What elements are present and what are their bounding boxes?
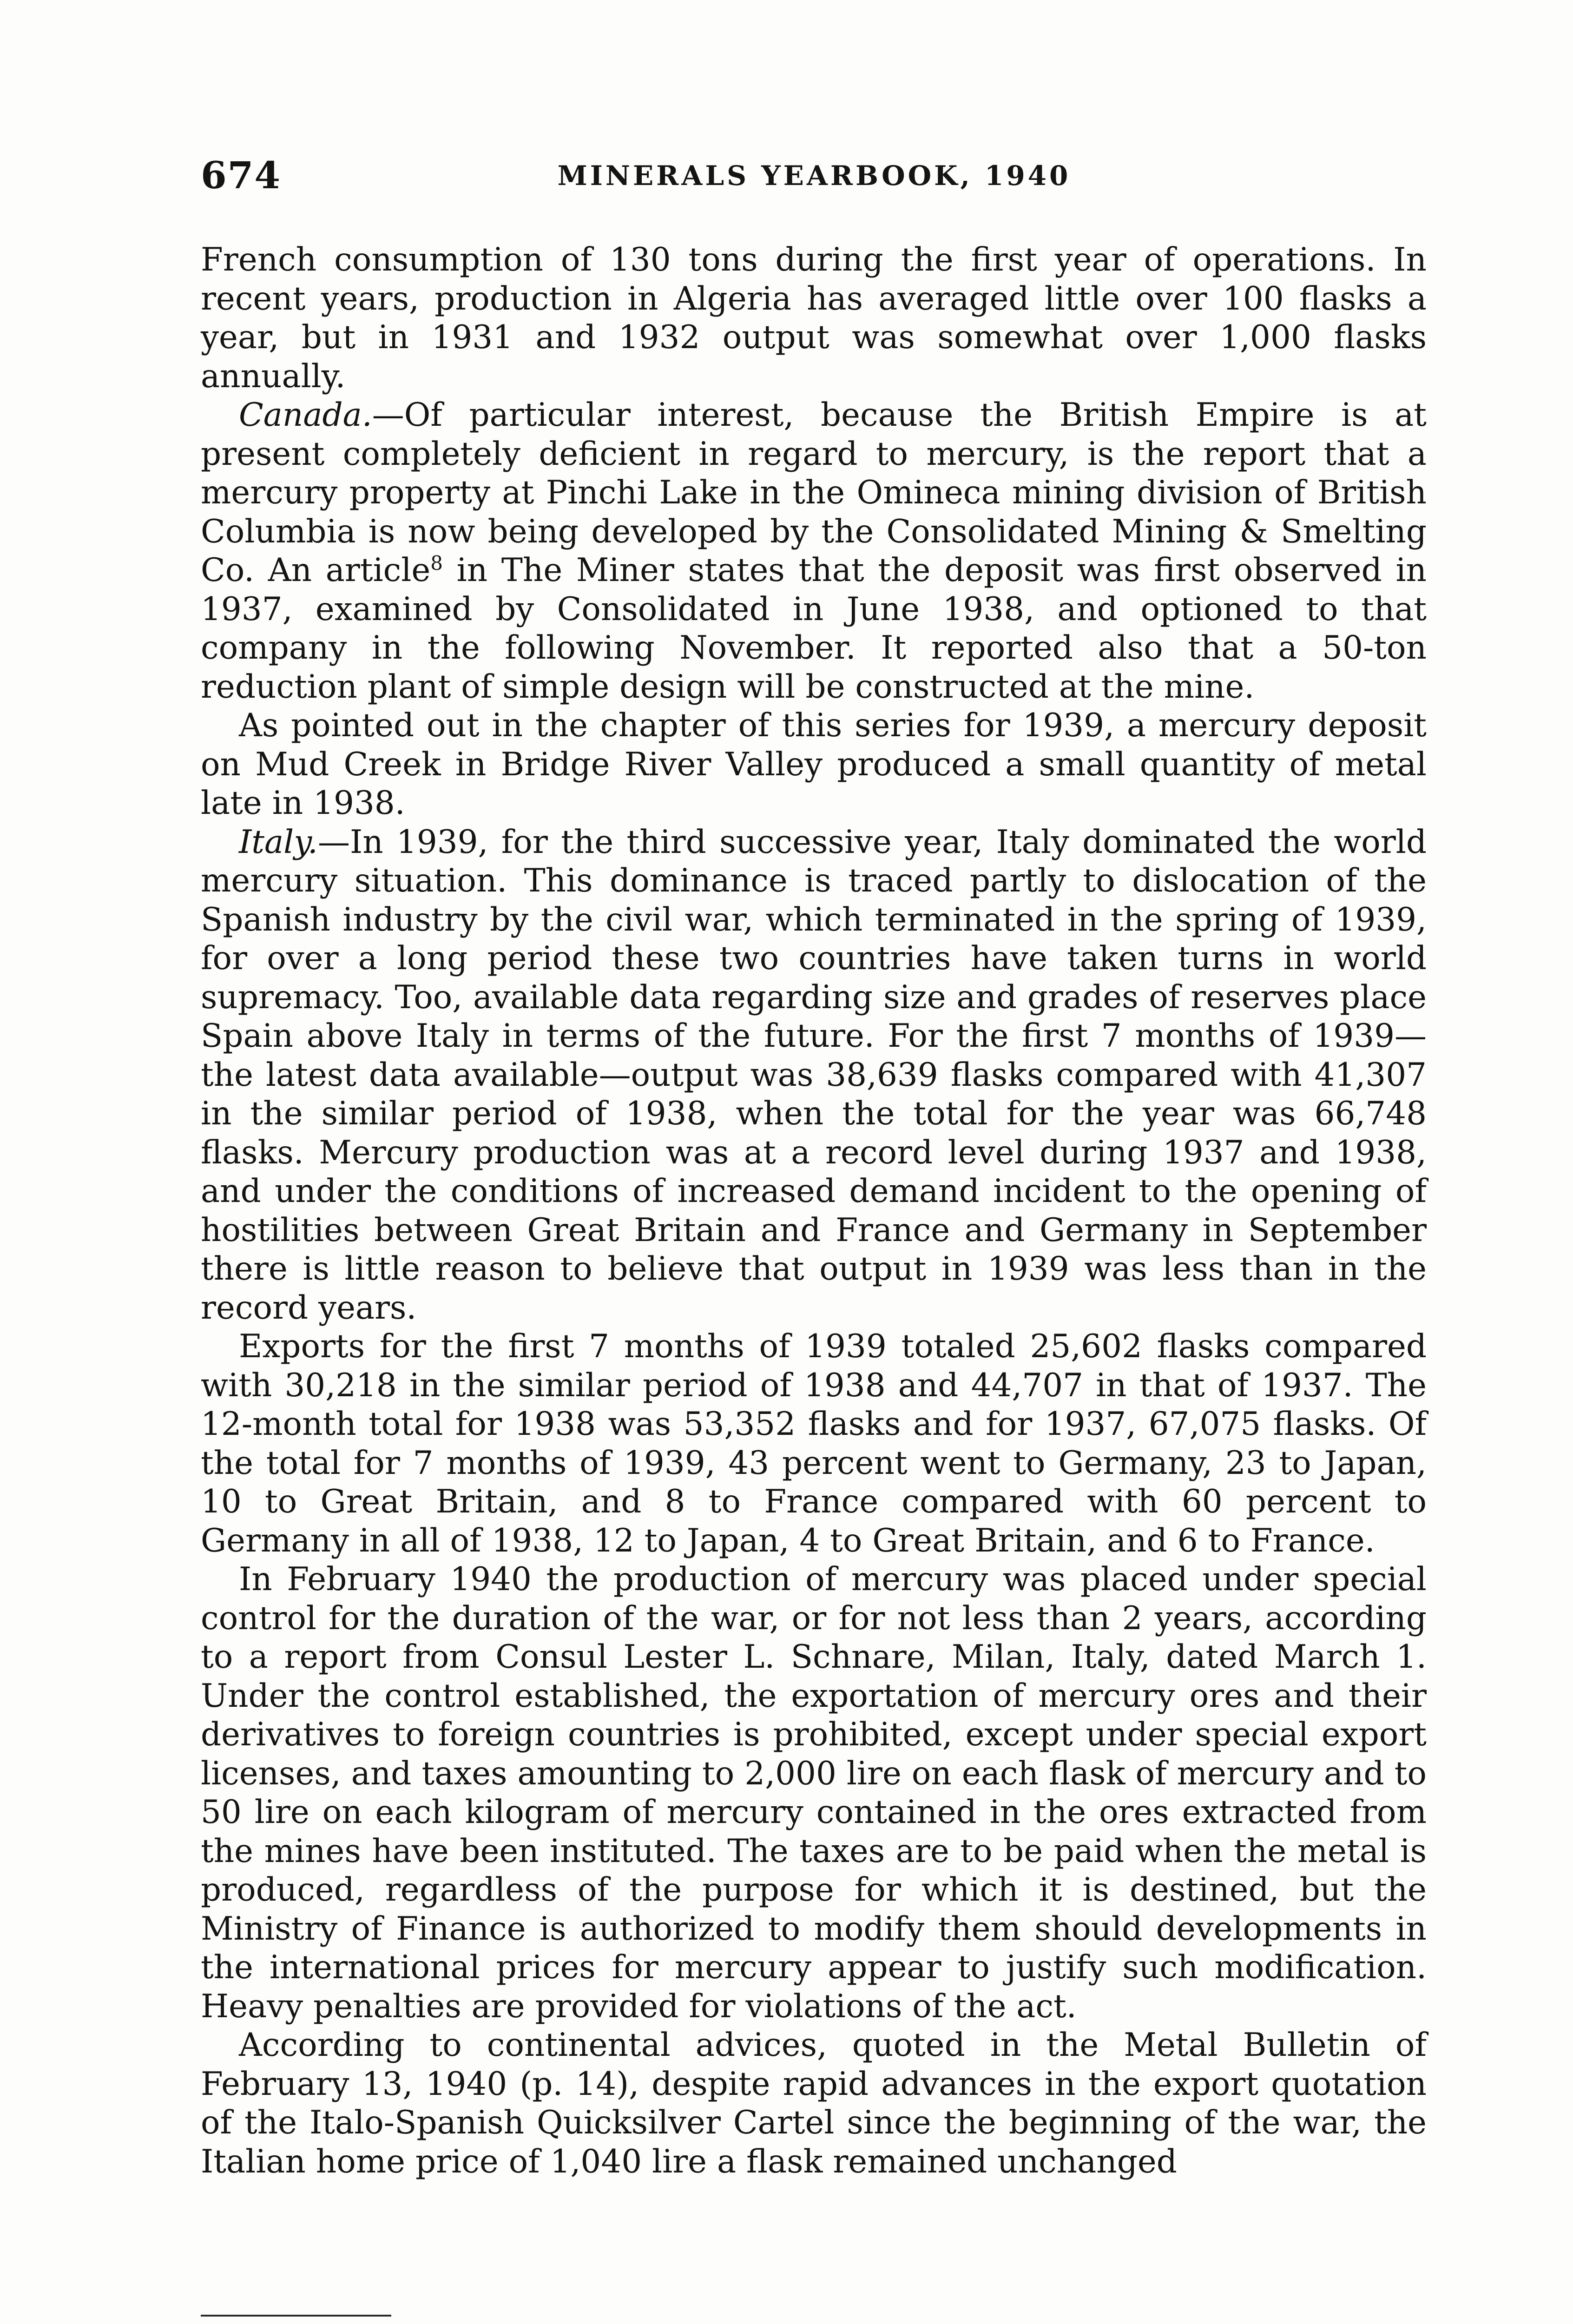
body-text — [201, 241, 1427, 2181]
paragraph-home-price: According to continental advices, quoted in the Metal Bulletin of February 13, 1940 (p. 14), despite rapid advances in the export quotation of the Italo-Spanish Quicksilver Cartel since the beginning of the war, the Italian home price of 1,040 lire a flask remained unchanged — [201, 2027, 1427, 2180]
section-heading-canada: Canada. — [239, 396, 372, 434]
paragraph-canada — [201, 396, 1427, 706]
running-head: MINERALS YEARBOOK, 1940 — [557, 160, 1071, 191]
paragraph-algeria-continuation: French consumption of 130 tons during the first year of operations. In recent years, production in Algeria has averaged little over 100 flasks a year, but in 1931 and 1932 output was somewhat over 1,000 flasks annually. — [201, 241, 1427, 395]
page-header — [201, 153, 1428, 209]
paragraph-special-control: In February 1940 the production of mercury was placed under special control for the duration of the war, or for not less than 2 years, according to a report from Consul Lester L. Schnare, Milan, Italy, dated March 1. Under the control established, the exportation of mercury ores and their derivatives to foreign countries is prohibited, except under special export licenses, and taxes amounting to 2,000 lire on each flask of mercury and to 50 lire on each kilogram of mercury contained in the ores extracted from the mines have been instituted. The taxes are to be paid when the metal is produced, regardless of the purpose for which it is destined, but the Ministry of Finance is authorized to modify them should developments in the international prices for mercury appear to justify such modification. Heavy penalties are provided for violations of the act. — [201, 1561, 1427, 2025]
canada-text-part-1: —Of particular interest, because the British Empire is at present completely deficient in regard to mercury, is the report that a mercury property at Pinchi Lake in the Omineca mining division of British Columbia is now being developed by the Consolidated Mining & Smelting Co. An article — [201, 396, 1427, 589]
footnote-divider — [201, 2315, 391, 2317]
page-number: 674 — [201, 153, 281, 197]
italy-text: —In 1939, for the third successive year, Italy dominated the world mercury situation. This dominance is traced partly to dislocation of the Spanish industry by the civil war, which terminated in the spring of 1939, for over a long period these two countries have taken turns in world supremacy. Too, available data regarding size and grades of reserves place Spain above Italy in terms of the future. For the first 7 months of 1939—the latest data available—output was 38,639 flasks compared with 41,307 in the similar period of 1938, when the total for the year was 66,748 flasks. Mercury production was at a record level during 1937 and 1938, and under the conditions of increased demand incident to the opening of hostilities between Great Britain and France and Germany in September there is little reason to believe that output in 1939 was less than in the record years. — [201, 823, 1427, 1327]
canada-text-part-2: in The Miner states that the deposit was first observed in 1937, examined by Consolidated in June 1938, and optioned to that company in the following November. It reported also that a 50-ton reduction plant of simple design will be constructed at the mine. — [201, 552, 1427, 706]
paragraph-mud-creek: As pointed out in the chapter of this series for 1939, a mercury deposit on Mud Creek in Bridge River Valley produced a small quantity of metal late in 1938. — [201, 707, 1427, 822]
paragraph-exports: Exports for the first 7 months of 1939 totaled 25,602 flasks compared with 30,218 in the similar period of 1938 and 44,707 in that of 1937. The 12-month total for 1938 was 53,352 flasks and for 1937, 67,075 flasks. Of the total for 7 months of 1939, 43 percent went to Germany, 23 to Japan, 10 to Great Britain, and 8 to France compared with 60 percent to Germany in all of 1938, 12 to Japan, 4 to Great Britain, and 6 to France. — [201, 1328, 1427, 1559]
paragraph-italy — [201, 823, 1427, 1328]
footnote-reference: 8 — [430, 552, 443, 574]
section-heading-italy: Italy. — [239, 823, 318, 861]
